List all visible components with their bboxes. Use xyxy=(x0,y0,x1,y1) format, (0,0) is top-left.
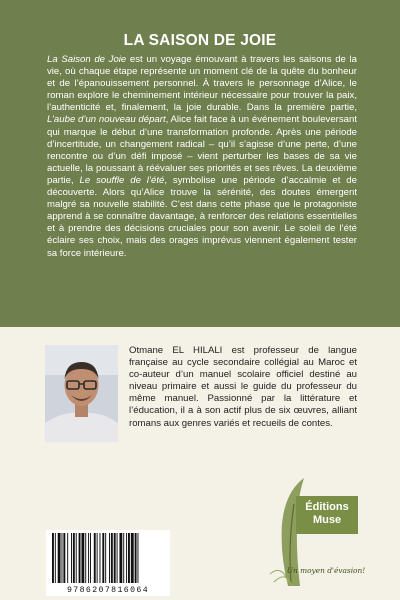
blurb-italic-phrase: L’aube d’un nouveau départ xyxy=(47,114,166,126)
book-title: LA SAISON DE JOIE xyxy=(123,32,277,49)
blurb-text: est un voyage émouvant à travers les saisons de la vie, où chaque étape représente un moment clé de la quête du bonheur et de l’épanouissement personnel. À travers le personnage d’Alice, le roman explore le cheminement intérieur nécessaire pour trouver la paix, l’authenticité et, finalement, la joie durable. Dans la première partie, xyxy=(47,54,357,114)
publisher-name: Éditions Muse xyxy=(296,496,358,534)
publisher-tagline: Un moyen d'évasion! xyxy=(286,566,366,575)
back-cover-blurb xyxy=(47,54,357,260)
isbn-number: 9786207816064 xyxy=(66,586,150,595)
blurb-text: , symbolise une période d’accalmie et de découverte. Alors qu’Alice trouve la sérénité, des doutes émergent malgré sa nouvelle stabilité. C’est dans cette phase que le protagoniste apprend à se connaître davantage, à renforcer des relations essentielles et à prendre des décisions cruciales pour son avenir. Le soleil de l’été éclaire ses choix, mais des orages imprévus viennent également tester sa force intérieure. xyxy=(47,174,357,259)
author-bio: Otmane EL HILALI est professeur de langue française au cycle secondaire collégial au Maroc et co-auteur d’un manuel scolaire officiel destiné au niveau primaire et aussi le guide du professeur du même manuel. Passionné par la littérature et l’éducation, il a à son actif plus de six œuvres, alliant romans aux genres variés et recueils de contes. xyxy=(129,345,357,429)
publisher-logo xyxy=(258,474,366,588)
blurb-italic-phrase: La Saison de Joie xyxy=(47,54,127,65)
author-photo xyxy=(45,345,118,442)
isbn-barcode xyxy=(46,530,170,596)
blurb-italic-phrase: Le souffle de l’été xyxy=(79,174,165,186)
blurb-text: , Alice fait face à un événement bouleversant qui marque le début d’une transformation profonde. Après une période d’incertitude, un changement radical – qu’il s’agisse d’une perte, d’une rencontre ou d’un défi imposé – vient perturber les bases de sa vie actuelle, la poussant à réévaluer ses priorités et ses rêves. La deuxième partie, xyxy=(47,114,357,186)
